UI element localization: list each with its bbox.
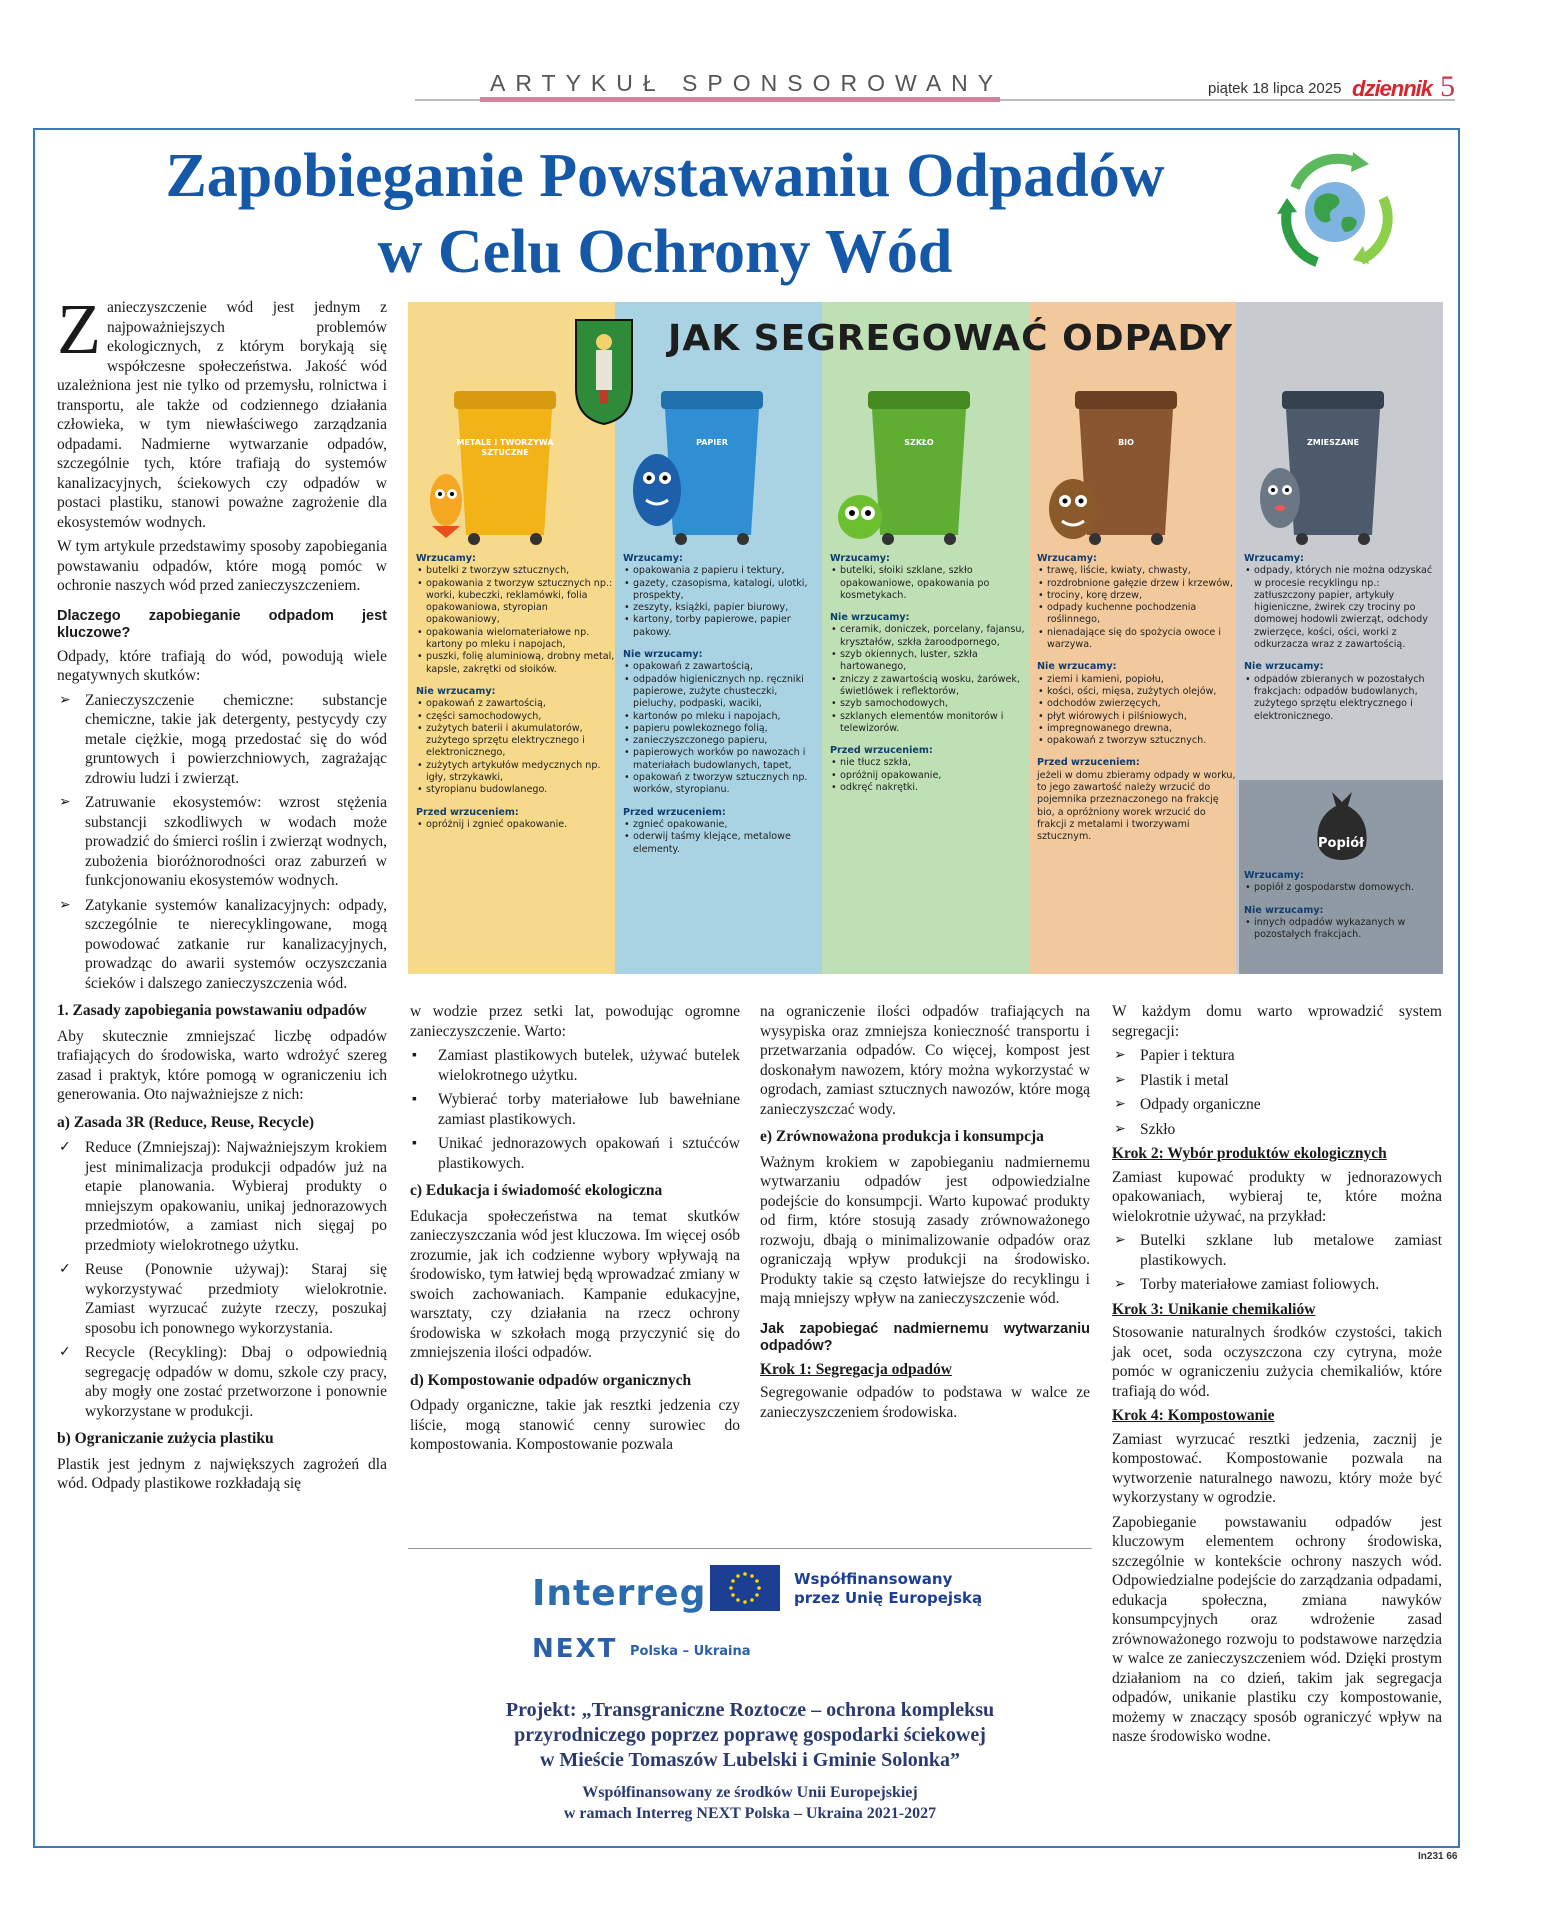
rule-item: • trawę, liście, kwiaty, chwasty, <box>1037 565 1237 577</box>
rules-heading: Wrzucamy: <box>416 553 476 564</box>
section-heading: d) Kompostowanie odpadów organicznych <box>410 1371 692 1389</box>
rule-item: • odpady kuchenne pochodzenia roślinnego, <box>1037 602 1237 627</box>
rules-heading: Nie wrzucamy: <box>416 685 496 697</box>
check-icon: ✓ <box>59 1262 71 1277</box>
blue-bin-rules <box>623 553 823 856</box>
rule-item: • zniczy z zawartością wosku, żarówek, świetlówek i reflektorów, <box>830 674 1030 699</box>
rules-heading: Nie wrzucamy: <box>1244 904 1324 916</box>
section-label: ARTYKUŁ SPONSOROWANY <box>490 70 1004 96</box>
rules-heading: Przed wrzuceniem: <box>1037 757 1140 769</box>
article-title <box>80 138 1250 290</box>
rules-heading: Przed wrzuceniem: <box>623 806 726 818</box>
list-item: ➢ Butelki szklane lub metalowe zamiast plastikowych. <box>1114 1232 1442 1269</box>
infographic-title: JAK SEGREGOWAĆ ODPADY <box>668 318 1233 359</box>
rules-heading: Przed wrzuceniem: <box>830 745 933 757</box>
title-line-1: Zapobieganie Powstawaniu Odpadów <box>165 142 1165 210</box>
column-3 <box>760 1002 1090 1427</box>
bottle-mascot-icon <box>830 485 890 545</box>
column-2 <box>410 1002 740 1460</box>
rule-item: • szyb samochodowych, <box>830 698 1030 710</box>
rule-item: • rozdrobnione gałęzie drzew i krzewów, <box>1037 578 1237 590</box>
rule-item: • trociny, korę drzew, <box>1037 590 1237 602</box>
rule-item: • opakowania z tworzyw sztucznych np.: worki, kubeczki, reklamówki, folia opakowaniowa, styropian opakowaniowy, <box>416 578 616 627</box>
rule-item: • kartonów po mleku i napojach, <box>623 711 823 723</box>
paragraph: Aby skutecznie zmniejszać liczbę odpadów trafiających do środowiska, warto wdrożyć szereg zasad i praktyk, które pomogą w ograniczeniu ich generowania. Oto najważniejsze z nich: <box>57 1027 387 1103</box>
paragraph: Edukacja społeczeństwa na temat skutków zanieczyszczania wód jest kluczowa. Im więcej osób zrozumie, jak ich codzienne wybory wpływają na środowisko, tym łatwiej będą wprowadzać zmiany w swoich zachowaniach. Kampanie edukacyjne, warsztaty, czy działania na rzecz ochrony środowiska w szkołach mogą przyczynić się do zmniejszenia ilości odpadów. <box>410 1207 740 1361</box>
rule-item: • szyb okiennych, luster, szkła hartowanego, <box>830 649 1030 674</box>
rule-item: • styropianu budowlanego. <box>416 784 616 796</box>
interreg-logo: Interreg <box>532 1573 707 1614</box>
paragraph: Stosowanie naturalnych środków czystości, takich jak ocet, soda oczyszczona czy cytryna, może pomóc w ograniczeniu zużycia chemikaliów, które trafiają do wód. <box>1112 1324 1442 1400</box>
paragraph: Ważnym krokiem w zapobieganiu nadmiernemu wytwarzaniu odpadów jest odpowiedzialne podejście do konsumpcji. Warto kupować produkty od firm, które stosują zasady zrównoważonego rozwoju, dbają o minimalizowanie odpadów oraz ograniczają wpływ produkcji na środowisko. Produkty takie są często łatwiejsze do recyklingu i mają mniejszy wpływ na zanieczyszczenie wód. <box>760 1153 1090 1307</box>
gray-bin-rules <box>1244 553 1434 723</box>
rule-item: • butelki, słoiki szklane, szkło opakowaniowe, opakowania po kosmetykach. <box>830 565 1030 602</box>
rule-item: • gazety, czasopisma, katalogi, ulotki, prospekty, <box>623 578 823 603</box>
rule-item: • opróżnij i zgnieć opakowanie. <box>416 819 616 831</box>
arrow-bullet-icon: ➢ <box>1114 1277 1126 1292</box>
rules-heading: Nie wrzucamy: <box>1037 661 1117 673</box>
paragraph: W każdym domu warto wprowadzić system segregacji: <box>1112 1003 1442 1040</box>
arrow-bullet-icon: ➢ <box>1114 1048 1126 1063</box>
bin-label: PAPIER <box>696 438 728 447</box>
rules-heading: Nie wrzucamy: <box>830 612 910 624</box>
title-line-2: w Celu Ochrony Wód <box>377 218 953 286</box>
rule-item: • impregnowanego drewna, <box>1037 723 1237 735</box>
rule-item: • zanieczyszczonego papieru, <box>623 735 823 747</box>
list-item: ✓ Reuse (Ponownie używaj): Staraj się wykorzystywać przedmioty wielokrotnie. Zamiast wyrzucać zużyte rzeczy, poszukaj sposobu ich ponownego wykorzystania. <box>59 1261 387 1337</box>
rule-item: • opakowań z tworzyw sztucznych. <box>1037 735 1237 747</box>
yellow-bin-rules <box>416 553 616 831</box>
rule-item: • zużytych artykułów medycznych np. igły, strzykawki, <box>416 760 616 785</box>
arrow-bullet-icon: ➢ <box>59 795 71 810</box>
list-item: ➢ Zatykanie systemów kanalizacyjnych: odpady, szczególnie te nierecyklingowane, mogą powodować zatkanie rur kanalizacyjnych, prowadząc do awarii systemów oczyszczania ścieków i dalszego zanieczyszczenia wód. <box>59 896 387 992</box>
paragraph: Zamiast wyrzucać resztki jedzenia, zacznij je kompostować. Kompostowanie pozwala na wytworzenie naturalnego nawozu, który może być wykorzystany w ogrodzie. <box>1112 1430 1442 1506</box>
rule-item: • butelki z tworzyw sztucznych, <box>416 565 616 577</box>
rule-item: • opakowania wielomateriałowe np. kartony po mleku i napojach, <box>416 627 616 652</box>
paragraph: Plastik jest jednym z największych zagrożeń dla wód. Odpady plastikowe rozkładają się <box>57 1455 387 1492</box>
rocket-mascot-icon <box>416 460 476 540</box>
section-heading: a) Zasada 3R (Reduce, Reuse, Recycle) <box>57 1113 314 1131</box>
bin-label: BIO <box>1118 438 1134 447</box>
arrow-bullet-icon: ➢ <box>1114 1072 1126 1088</box>
intro-paragraph: Zanieczyszczenie wód jest jednym z najpoważniejszych problemów ekologicznych, z którym borykają się współczesne społeczeństwa. Jakość wód uzależniona jest nie tylko od przemysłu, rolnictwa i transportu, ale także od codziennego działania człowieka, w tym niewłaściwego zarządzania odpadami. Nadmierne wytwarzanie odpadów, szczególnie tych, które trafiają do systemów kanalizacyjnych, ściekowych czy odpadów w postaci plastiku, stanowi poważne zagrożenie dla ekosystemów wodnych. <box>57 289 387 531</box>
section-heading: c) Edukacja i świadomość ekologiczna <box>410 1182 663 1199</box>
recycle-globe-icon <box>1265 148 1405 276</box>
paragraph: w wodzie przez setki lat, powodując ogromne zanieczyszczenie. Warto: <box>410 1003 740 1040</box>
rules-heading: Wrzucamy: <box>1244 870 1304 881</box>
list-item: ✓ Recycle (Recykling): Dbaj o odpowiednią segregację odpadów w domu, szkole czy pracy, aby mogły one zostać przetworzone i ponownie wykorzystane w produkcji. <box>59 1344 387 1420</box>
step-heading: Krok 1: Segregacja odpadów <box>760 1360 952 1378</box>
rule-item: • odpady, których nie można odzyskać w procesie recyklingu np.: zatłuszczony papier, artykuły higieniczne, żwirek czy trociny po domowej hodowli zwierząt, odchody zwierzęce, kości, ości, worki z odkurzacza wraz z zawartością. <box>1244 565 1434 651</box>
list-item: ➢ Zanieczyszczenie chemiczne: substancje chemiczne, takie jak detergenty, pestycydy czy metale ciężkie, mogą przedostać się do wód gruntowych i powierzchniowych, zagrażając zdrowiu ludzi i zwierząt. <box>59 691 387 787</box>
rule-item: • odpadów higienicznych np. ręczniki papierowe, zużyte chusteczki, pieluchy, podpaski, waciki, <box>623 674 823 711</box>
subheading: Dlaczego zapobieganie odpadom jest kluczowe? <box>57 607 387 641</box>
rules-heading: Wrzucamy: <box>830 553 890 564</box>
bio-mascot-icon <box>1040 465 1106 545</box>
rule-item: • szklanych elementów monitorów i telewizorów. <box>830 711 1030 736</box>
drop-cap: Z <box>57 289 101 369</box>
paragraph: na ograniczenie ilości odpadów trafiających na wysypiska oraz zmniejsza konieczność transportu i przetwarzania odpadów. Co więcej, kompost jest doskonałym nawozem, który można wykorzystać w ogrodach, zamiast sztucznych nawozów, które mogą zanieczyszczać wody. <box>760 1003 1090 1118</box>
rule-item: • kartony, torby papierowe, papier pakowy. <box>623 614 823 639</box>
green-bin-rules <box>830 553 1030 794</box>
eu-flag-icon <box>710 1565 780 1611</box>
section-heading: e) Zrównoważona produkcja i konsumpcja <box>760 1128 1044 1145</box>
issue-date: piątek 18 lipca 2025 <box>1208 80 1342 97</box>
paper-mascot-icon <box>622 440 692 540</box>
next-logo: NEXT <box>532 1634 618 1664</box>
list-item: ▪ Zamiast plastikowych butelek, używać butelek wielokrotnego użytku. <box>412 1047 740 1084</box>
divider <box>408 1548 1092 1549</box>
check-icon: ✓ <box>59 1345 71 1360</box>
step-heading: Krok 4: Kompostowanie <box>1112 1407 1275 1424</box>
rules-heading: Wrzucamy: <box>1037 553 1097 564</box>
list-item: ➢ Zatruwanie ekosystemów: wzrost stężenia substancji szkodliwych w wodach może prowadzić do śmierci roślin i zwierząt wodnych, zubożenia bioróżnorodności oraz zaburzeń w funkcjonowaniu ekosystemów wodnych. <box>59 794 387 889</box>
step-heading: Krok 2: Wybór produktów ekologicznych <box>1112 1145 1387 1162</box>
rule-item: • papieru powlekoznego folią, <box>623 723 823 735</box>
newspaper-logo: dziennik <box>1352 76 1433 101</box>
arrow-bullet-icon: ➢ <box>1114 1097 1126 1112</box>
list-item: ▪ Wybierać torby materiałowe lub bawełniane zamiast plastikowych. <box>412 1091 740 1128</box>
list-item: ➢ Torby materiałowe zamiast foliowych. <box>1114 1276 1380 1293</box>
header-accent-bar <box>480 97 1000 102</box>
rules-heading: Przed wrzuceniem: <box>416 806 519 818</box>
column-1 <box>57 289 387 1499</box>
rule-item: • ceramik, doniczek, porcelany, fajansu, kryształów, szkła żaroodpornego, <box>830 624 1030 649</box>
list-item: ➢ Szkło <box>1114 1120 1176 1138</box>
arrow-bullet-icon: ➢ <box>1114 1233 1126 1248</box>
rule-item: • odpadów zbieranych w pozostałych frakcjach: odpadów budowlanych, zużytego sprzętu elektrycznego i elektronicznego. <box>1244 674 1434 723</box>
rule-item: • zgnieć opakowanie, <box>623 819 823 831</box>
paragraph: Segregowanie odpadów to podstawa w walce ze zanieczyszczeniem środowiska. <box>760 1384 1090 1421</box>
rule-item: • odkręć nakrętki. <box>830 782 1030 794</box>
page-number: 5 <box>1440 70 1455 103</box>
ash-rules <box>1244 870 1434 941</box>
rule-item: • kości, ości, mięsa, zużytych olejów, <box>1037 686 1237 698</box>
rule-item: • ziemi i kamieni, popiołu, <box>1037 674 1237 686</box>
column-4 <box>1112 1002 1442 1752</box>
rule-note: jeżeli w domu zbieramy odpady w worku, to jego zawartość należy wrzucić do pojemnika przeznaczonego na frakcję bio, a opróżniony worek wrzucić do frakcji z metalami i tworzywami sztucznym. <box>1037 769 1236 843</box>
rule-item: • zeszyty, książki, papier biurowy, <box>623 602 823 614</box>
paragraph: Zamiast kupować produkty w jednorazowych opakowaniach, wybieraj te, które można wielokrotnie używać, na przykład: <box>1112 1168 1442 1225</box>
rules-heading: Nie wrzucamy: <box>1244 661 1324 673</box>
subheading: Jak zapobiegać nadmiernemu wytwarzaniu odpadów? <box>760 1320 1090 1354</box>
coat-of-arms-icon <box>574 318 634 426</box>
paragraph: Odpady, które trafiają do wód, powodują wiele negatywnych skutków: <box>57 647 387 684</box>
rule-item: • popiół z gospodarstw domowych. <box>1244 882 1434 894</box>
list-item: ✓ Reduce (Zmniejszaj): Najważniejszym krokiem jest minimalizacja produkcji odpadów już na etapie planowania. Wybieraj produkty o mniejszym opakowaniu, unikaj jednorazowych przedmiotów, a zamiast nich sięgaj po przedmioty wielokrotnego użytku. <box>59 1139 387 1254</box>
rules-heading: Wrzucamy: <box>623 553 683 564</box>
rule-item: • opakowań z tworzyw sztucznych np. worków, styropianu. <box>623 772 823 797</box>
list-item: ➢ Papier i tektura <box>1114 1047 1235 1064</box>
arrow-bullet-icon: ➢ <box>1114 1121 1126 1137</box>
rule-item: • części samochodowych, <box>416 711 616 723</box>
rule-item: • puszki, folię aluminiową, drobny metal, kapsle, zakrętki od słoików. <box>416 651 616 676</box>
rule-item: • płyt wiórowych i pilśniowych, <box>1037 711 1237 723</box>
rule-item: • odchodów zwierzęcych, <box>1037 698 1237 710</box>
paragraph: W tym artykule przedstawimy sposoby zapobiegania powstawaniu odpadów, które mogą pomóc w ochronie naszych wód przed zanieczyszczeniem. <box>57 538 387 594</box>
ash-label: Popiół <box>1318 836 1364 851</box>
next-subtitle: Polska – Ukraina <box>630 1644 751 1659</box>
square-bullet-icon: ▪ <box>412 1136 417 1151</box>
bin-label: ZMIESZANE <box>1306 438 1360 447</box>
rule-item: • opakowania z papieru i tektury, <box>623 565 823 577</box>
rule-item: • oderwij taśmy klejące, metalowe elementy. <box>623 831 823 856</box>
rules-heading: Nie wrzucamy: <box>623 649 703 661</box>
section-heading: b) Ograniczanie zużycia plastiku <box>57 1430 274 1447</box>
paragraph: Odpady organiczne, takie jak resztki jedzenia czy liście, mogą stanowić cenny surowiec do kompostowania. Kompostowanie pozwala <box>410 1397 740 1453</box>
bin-label: SZKŁO <box>904 438 934 447</box>
rule-item: • nie tłucz szkła, <box>830 757 1030 769</box>
square-bullet-icon: ▪ <box>412 1048 417 1063</box>
paragraph: Zapobieganie powstawaniu odpadów jest kluczowym elementem ochrony środowiska, szczególnie w kontekście ochrony naszych wód. Odpowiedzialne podejście do zarządzania odpadami, edukacja społeczna, zmiana nawyków konsumpcyjnych oraz wdrożenie zasad zrównoważonego rozwoju to podstawowe narzędzia w walce ze zanieczyszczeniem wód. Dzięki prostym działaniom na co dzień, takim jak segregacja odpadów, unikanie plastiku czy kompostowanie, możemy w znaczący sposób ograniczyć wpływ na nasze środowisko wodne. <box>1112 1513 1442 1745</box>
brown-bin-rules <box>1037 553 1237 844</box>
bin-label: METALE I TWORZYWA SZTUCZNE <box>456 438 554 457</box>
section-heading: 1. Zasady zapobiegania powstawaniu odpadów <box>57 1002 367 1019</box>
rule-item: • opróżnij opakowanie, <box>830 770 1030 782</box>
rule-item: • opakowań z zawartością, <box>416 698 616 710</box>
project-title: Projekt: „Transgraniczne Roztocze – ochrona kompleksu przyrodniczego poprzez poprawę gospodarki ściekowej w Mieście Tomaszów Lubelski i Gminie Solonka” <box>505 1699 995 1771</box>
cofinancing-note: Współfinansowany ze środków Unii Europejskiej w ramach Interreg NEXT Polska – Ukraina 2021-2027 <box>563 1784 937 1822</box>
square-bullet-icon: ▪ <box>412 1092 417 1107</box>
mixed-mascot-icon <box>1250 450 1310 540</box>
list-item: ➢ Odpady organiczne <box>1114 1096 1261 1113</box>
rule-item: • zużytych baterii i akumulatorów, zużytego sprzętu elektrycznego i elektronicznego, <box>416 723 616 760</box>
list-item: ▪ Unikać jednorazowych opakowań i sztućców plastikowych. <box>412 1135 740 1172</box>
rule-item: • opakowań z zawartością, <box>623 661 823 673</box>
arrow-bullet-icon: ➢ <box>59 897 71 913</box>
ad-reference: In231 66 <box>1418 1851 1458 1862</box>
rules-heading: Wrzucamy: <box>1244 553 1304 564</box>
eu-cofinanced-label: Współfinansowany przez Unię Europejską <box>794 1570 983 1607</box>
rule-item: • nienadające się do spożycia owoce i warzywa. <box>1037 627 1237 652</box>
check-icon: ✓ <box>59 1140 71 1155</box>
rule-item: • papierowych worków po nawozach i materiałach budowlanych, tapet, <box>623 747 823 772</box>
rule-item: • innych odpadów wykazanych w pozostałych frakcjach. <box>1244 917 1434 942</box>
step-heading: Krok 3: Unikanie chemikaliów <box>1112 1300 1316 1318</box>
list-item: ➢ Plastik i metal <box>1114 1071 1229 1089</box>
arrow-bullet-icon: ➢ <box>59 692 71 708</box>
